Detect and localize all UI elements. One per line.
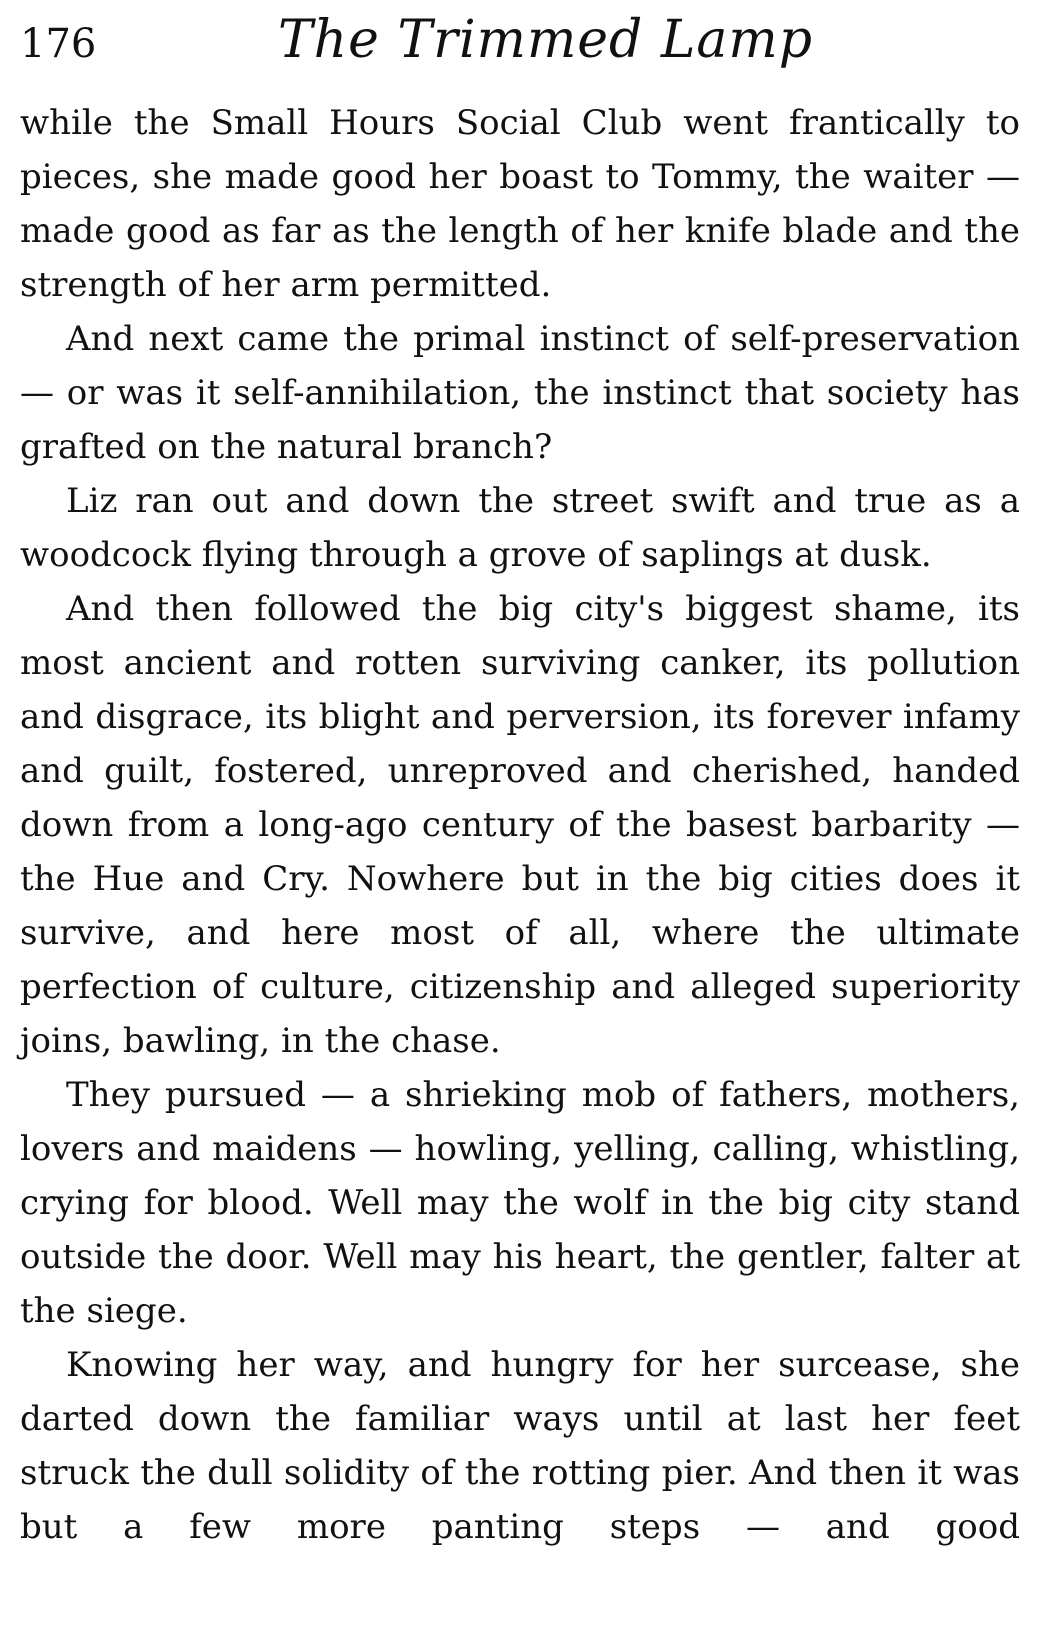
paragraph-2: And next came the primal instinct of self-preservation — or was it self-annihilation, the instinct that society has grafted on the natural branch? (20, 319, 1020, 467)
page-number: 176 (20, 21, 97, 67)
paragraph-4: And then followed the big city's biggest shame, its most ancient and rotten surviving canker, its pollution and disgrace, its blight and perversion, its forever infamy and guilt, fostered, unreproved and cherished, handed down from a long-ago century of the basest barbarity — the Hue and Cry. Nowhere but in the big cities does it survive, and here most of all, where the ultimate perfection of culture, citizenship and alleged superiority joins, bawling, in the chase. (20, 589, 1020, 1061)
paragraph-3: Liz ran out and down the street swift and true as a woodcock flying through a grove of saplings at dusk. (20, 481, 1020, 575)
running-head (20, 12, 1020, 76)
body-text (20, 96, 1020, 1554)
paragraph-5: They pursued — a shrieking mob of fathers, mothers, lovers and maidens — howling, yelling, calling, whistling, crying for blood. Well may the wolf in the big city stand outside the door. Well may his heart, the gentler, falter at the siege. (20, 1075, 1020, 1331)
paragraph-1: while the Small Hours Social Club went frantically to pieces, she made good her boast to Tommy, the waiter — made good as far as the length of her knife blade and the strength of her arm permitted. (20, 103, 1020, 305)
book-page (20, 12, 1020, 1554)
paragraph-6: Knowing her way, and hungry for her surcease, she darted down the familiar ways until at last her feet struck the dull solidity of the rotting pier. And then it was but a few more panting steps — and good (20, 1345, 1020, 1547)
book-title: The Trimmed Lamp (278, 10, 813, 70)
